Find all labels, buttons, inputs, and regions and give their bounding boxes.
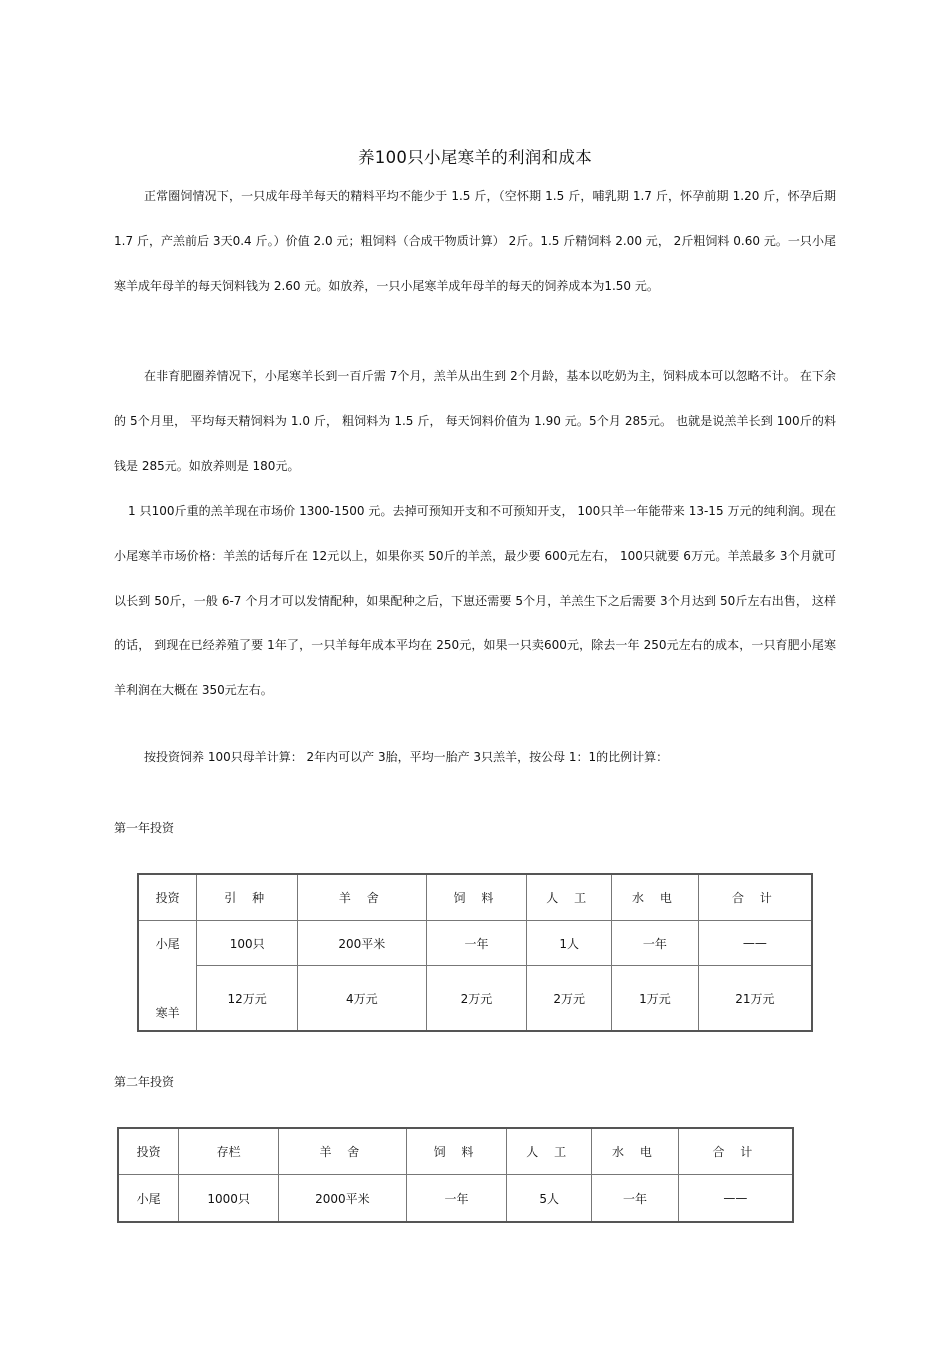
year2-investment-table	[117, 1127, 794, 1223]
header-cell: 水 电	[592, 1128, 679, 1175]
table-cell: ——	[678, 1175, 793, 1223]
row-label-bottom: 寒羊	[155, 1006, 180, 1020]
header-cell: 合 计	[678, 1128, 793, 1175]
header-cell: 投资	[138, 874, 197, 921]
table-cell: 12万元	[197, 966, 298, 1032]
row-label-cell	[138, 921, 197, 1032]
table-cell: 1000只	[179, 1175, 279, 1223]
table-row	[118, 1175, 793, 1223]
table-cell: 21万元	[698, 966, 812, 1032]
header-cell: 羊 舍	[279, 1128, 407, 1175]
header-cell: 投资	[118, 1128, 179, 1175]
table-cell: ——	[698, 921, 812, 966]
table-cell: 4万元	[298, 966, 427, 1032]
table-cell: 100只	[197, 921, 298, 966]
table-cell: 小尾	[118, 1175, 179, 1223]
table-cell: 一年	[612, 921, 699, 966]
paragraph-feed-cost: 正常圈饲情况下，一只成年母羊每天的精料平均不能少于 1.5 斤，（空怀期 1.5 斤，哺乳期 1.7 斤，怀孕前期 1.20 斤，怀孕后期 1.7 斤，产羔前后 3天0.4 斤。）价值 2.0 元；粗饲料（合成干物质计算） 2斤。1.5 斤精饲料 2.00 元， 2斤粗饲料 0.60 元。一只小尾寒羊成年母羊的每天饲料钱为 2.60 元。如放养，一只小尾寒羊成年母羊的每天的饲养成本为1.50 元。	[114, 189, 836, 293]
header-cell: 人 工	[507, 1128, 592, 1175]
year1-investment-table	[137, 873, 813, 1032]
document-title: 养100只小尾寒羊的利润和成本	[358, 148, 592, 167]
table-cell: 2万元	[527, 966, 612, 1032]
header-cell: 引 种	[197, 874, 298, 921]
table-cell: 一年	[592, 1175, 679, 1223]
table-header-row	[118, 1128, 793, 1175]
table-row	[138, 921, 812, 966]
section-heading-year2: 第二年投资	[114, 1075, 175, 1089]
header-cell: 羊 舍	[298, 874, 427, 921]
section-heading-year1: 第一年投资	[114, 821, 175, 835]
table-cell: 1人	[527, 921, 612, 966]
header-cell: 水 电	[612, 874, 699, 921]
header-cell: 人 工	[527, 874, 612, 921]
table-cell: 200平米	[298, 921, 427, 966]
table-cell: 2000平米	[279, 1175, 407, 1223]
table-cell: 5人	[507, 1175, 592, 1223]
table-cell: 2万元	[426, 966, 527, 1032]
header-cell: 饲 料	[406, 1128, 507, 1175]
paragraph-investment-basis: 按投资饲养 100只母羊计算： 2年内可以产 3胎，平均一胎产 3只羔羊，按公母 1：1的比例计算：	[144, 750, 669, 764]
table-cell: 1万元	[612, 966, 699, 1032]
header-cell: 存栏	[179, 1128, 279, 1175]
header-cell: 合 计	[698, 874, 812, 921]
table-row	[138, 966, 812, 1032]
table-header-row	[138, 874, 812, 921]
paragraph-lamb-growth: 在非育肥圈养情况下，小尾寒羊长到一百斤需 7个月，羔羊从出生到 2个月龄，基本以吃奶为主，饲料成本可以忽略不计。 在下余的 5个月里， 平均每天精饲料为 1.0 斤， 粗饲料为 1.5 斤， 每天饲料价值为 1.90 元。5个月 285元。 也就是说羔羊长到 100斤的料钱是 285元。如放养则是 180元。	[114, 369, 836, 473]
paragraph-profit: 1 只100斤重的羔羊现在市场价 1300-1500 元。去掉可预知开支和不可预知开支， 100只羊一年能带来 13-15 万元的纯利润。现在小尾寒羊市场价格：羊羔的话每斤在 12元以上，如果你买 50斤的羊羔，最少要 600元左右， 100只就要 6万元。羊羔最多 3个月就可以长到 50斤，一般 6-7 个月才可以发情配种，如果配种之后，下崽还需要 5个月，羊羔生下之后需要 3个月达到 50斤左右出售， 这样的话， 到现在已经养殖了要 1年了，一只羊每年成本平均在 250元，如果一只卖600元，除去一年 250元左右的成本，一只育肥小尾寒羊利润在大概在 350元左右。	[114, 504, 836, 698]
row-label-top: 小尾	[155, 937, 180, 951]
table-cell: 一年	[426, 921, 527, 966]
header-cell: 饲 料	[426, 874, 527, 921]
table-cell: 一年	[406, 1175, 507, 1223]
